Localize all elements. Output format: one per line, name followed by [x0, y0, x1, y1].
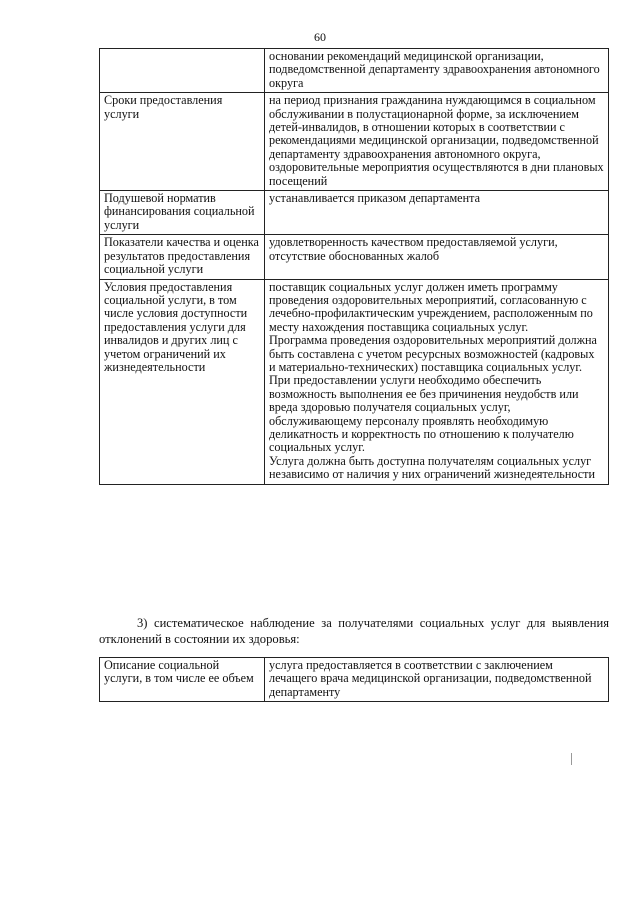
row-label	[100, 49, 265, 93]
row-text: устанавливается приказом департамента	[265, 191, 609, 235]
row-paragraph: поставщик социальных услуг должен иметь программу проведения оздоровительных мероприятий, согласованную с лечебно-профилактическим учреждением, расположенным по месту нахождения поставщика социальных услуг.	[269, 279, 593, 334]
row-paragraph: Услуга должна быть доступна получателям социальных услуг независимо от наличия у них ограничений жизнедеятельности	[269, 453, 596, 482]
row-text-multi	[265, 279, 609, 484]
row-paragraph: При предоставлении услуги необходимо обеспечить возможность выполнения ее без причинения неудобств или вреда здоровью получателя социальных услуг, обслуживающему персоналу проявлять необходимую деликатность и корректность по отношению к получателю социальных услуг.	[269, 373, 579, 455]
scan-artifact-mark	[571, 753, 572, 765]
table-row	[100, 191, 609, 235]
section-paragraph: 3) систематическое наблюдение за получателями социальных услуг для выявления отклонений в состоянии их здоровья:	[99, 616, 609, 646]
table-row	[100, 658, 609, 702]
row-label: Показатели качества и оценка результатов предоставления социальной услуги	[100, 235, 265, 279]
row-label: Описание социальной услуги, в том числе ее объем	[100, 658, 265, 702]
row-paragraph: Программа проведения оздоровительных мероприятий должна быть составлена с учетом ресурсных возможностей (кадровых и материально-технических) поставщика социальных услуг.	[269, 333, 597, 374]
row-label: Сроки предоставления услуги	[100, 93, 265, 191]
page-number: 60	[314, 30, 326, 44]
table-row	[100, 93, 609, 191]
table-row	[100, 279, 609, 484]
row-text: основании рекомендаций медицинской организации, подведомственной департаменту здравоохранения автономного округа	[265, 49, 609, 93]
row-text: на период признания гражданина нуждающимся в социальном обслуживании в полустационарной форме, за исключением детей-инвалидов, в отношении которых в соответствии с рекомендациями медицинской организации, подведомственной департаменту здравоохранения автономного округа, оздоровительные мероприятия осуществляются в дни плановых посещений	[265, 93, 609, 191]
table-row	[100, 235, 609, 279]
row-label: Условия предоставления социальной услуги, в том числе условия доступности предоставления услуги для инвалидов и других лиц с учетом ограничений их жизнедеятельности	[100, 279, 265, 484]
row-text: услуга предоставляется в соответствии с заключением лечащего врача медицинской организации, подведомственной департаменту	[265, 658, 609, 702]
service-table-observation	[99, 657, 609, 702]
service-table-continued	[99, 48, 609, 485]
table-row	[100, 49, 609, 93]
row-text: удовлетворенность качеством предоставляемой услуги, отсутствие обоснованных жалоб	[265, 235, 609, 279]
row-label: Подушевой норматив финансирования социальной услуги	[100, 191, 265, 235]
